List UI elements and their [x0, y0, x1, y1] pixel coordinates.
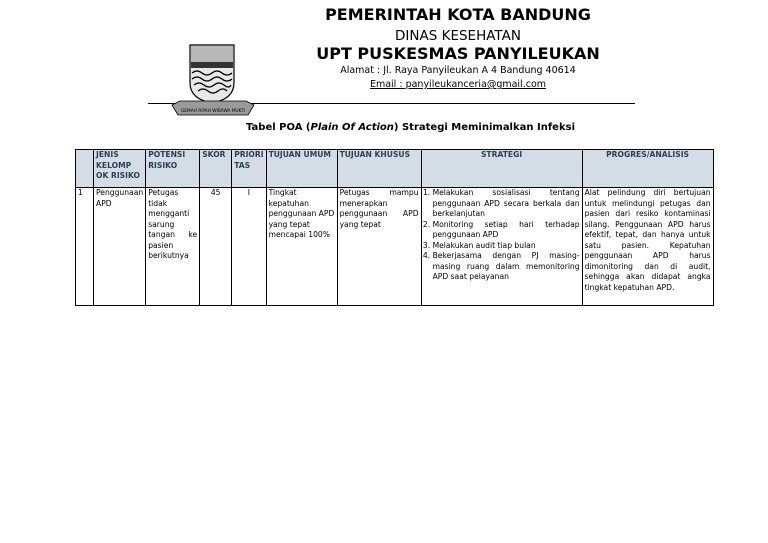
table-row [76, 188, 714, 306]
cell-prioritas: I [232, 188, 266, 306]
header-potensi: POTENSI RISIKO [146, 150, 200, 188]
document-title: Tabel POA (Plain Of Action) Strategi Meminimalkan Infeksi [246, 122, 575, 133]
cell-tujuan-umum: Tingkat kepatuhan penggunaan APD yang tepat mencapai 100% [266, 188, 337, 306]
strategi-item: 4. Bekerjasama dengan PJ masing-masing ruang dalam memonitoring APD saat pelayanan [433, 251, 580, 283]
strategi-item: 1. Melakukan sosialisasi tentang penggunaan APD secara berkala dan berkelanjutan [433, 188, 580, 220]
department-title: DINAS KESEHATAN [395, 28, 521, 44]
header-prioritas: PRIORI TAS [232, 150, 266, 188]
header-skor: SKOR [200, 150, 232, 188]
strategi-list [424, 188, 580, 283]
strategi-item: 3. Melakukan audit tiap bulan [433, 241, 580, 252]
header-strategi: STRATEGI [421, 150, 582, 188]
cell-strategi [421, 188, 582, 306]
header-tujuan-umum: TUJUAN UMUM [266, 150, 337, 188]
poa-table [75, 149, 714, 306]
strategi-item: 2. Monitoring setiap hari terhadap penggunaan APD [433, 220, 580, 241]
address-line: Alamat : Jl. Raya Panyileukan A 4 Bandung 40614 [340, 65, 576, 76]
header-tujuan-khusus: TUJUAN KHUSUS [337, 150, 421, 188]
institution-title: UPT PUSKESMAS PANYILEUKAN [316, 44, 600, 63]
email-line: Email : panyileukanceria@gmail.com [369, 79, 547, 90]
government-title: PEMERINTAH KOTA BANDUNG [325, 5, 591, 24]
cell-jenis: Penggunaan APD [94, 188, 146, 306]
cell-progres: Alat pelindung diri bertujuan untuk melindungi petugas dan pasien dari resiko kontaminasi silang. Penggunaan APD harus efektif, tepat, dan hanya untuk satu pasien. Kepatuhan penggunaan APD harus dimonitoring dan di audit, sehingga akan didapat angka tingkat kepatuhan APD. [582, 188, 713, 306]
cell-no: 1 [76, 188, 94, 306]
cell-skor: 45 [200, 188, 232, 306]
header-progres: PROGRES/ANALISIS [582, 150, 713, 188]
logo-motto: GEMAH RIPAH WIBAWA MUKTI [180, 109, 246, 114]
table-header-row [76, 150, 714, 188]
header-no [76, 150, 94, 188]
cell-potensi: Petugas tidak mengganti sarung tangan ke pasien berikutnya [146, 188, 200, 306]
cell-tujuan-khusus: Petugas mampu menerapkan penggunaan APD yang tepat [337, 188, 421, 306]
city-emblem-icon [170, 43, 256, 121]
header-jenis: JENIS KELOMP OK RISIKO [94, 150, 146, 188]
